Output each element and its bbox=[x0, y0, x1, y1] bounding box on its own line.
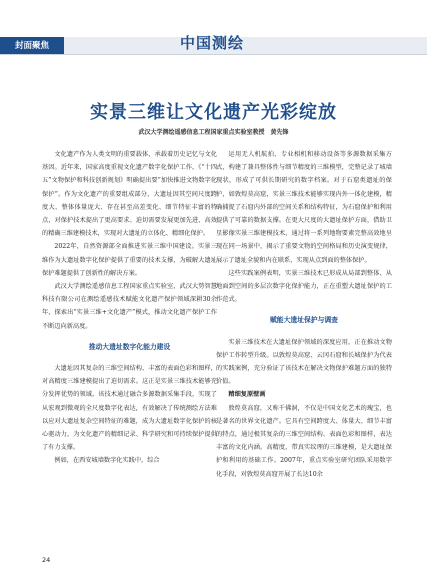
paragraph: 大遗址因其复杂的三维空间结构、丰富的表面色彩和图样，对高精度三维建模提出了迫切需求。这正是实景三维技术能够充分发挥优势的领域。该技术通过融合多源数据采集手段，实现了从宏观到微观的全尺度数字化表达，有效解决了传统测绘方法难以应对大遗址复杂空间特征的难题，成为大遗址数字化保护的核心驱动力，为文化遗产的精细记录、科学研究和可持续保护提供了有力支撑。 bbox=[42, 365, 217, 452]
magazine-logo: 中国测绘 bbox=[180, 34, 245, 52]
right-column bbox=[216, 148, 392, 481]
paragraph: 敦煌莫高窟，又称千佛洞，不仅是中国文化艺术的瑰宝，也是著名的世界文化遗产。它具有空间跨度大、体量大、细节丰富的特点，通过极其复杂的三维空间结构、表面色彩和图样，表达丰富的文化内涵。高精度、带真实纹理的三维建模，是大遗址保护和利用的基础工作。2007年，重点实验室研究团队采用数字化手段，对敦煌莫高窟开展了长达10余 bbox=[216, 404, 392, 478]
article-author: 武汉大学测绘遥感信息工程国家重点实验室教授 黄先锋 bbox=[138, 129, 289, 136]
paragraph: 例如，在西安城墙数字化实践中，综合 bbox=[54, 457, 160, 465]
paragraph: 2022年，自然资源部全面推进实景三维中国建设。实景三维作为大遗址数字化保护提供了重要的技术支撑，为破解大遗址保护难题提供了创新性的解决方案。 bbox=[42, 243, 217, 277]
section-heading: 精细复原壁画 bbox=[228, 391, 266, 399]
paragraph: 运用无人机航拍、专业相机和移动设备等多源数据采集方式，构建了兼具整体性与细节精度的三维模型，完整记录了城墙现状，形成了可供长期研究的数字档案。对于石窟类遗址的保护，如敦煌莫高窟，实景三维技术能够实现内外一体化建模，精确捕捉了石窟内外部的空间关系和结构特征，为石窟保护和利用提供了可靠的数据支撑。在更大尺度的大遗址保护方面，借助卫星影像实景三维建模技术，通过将一系列地物要素完整高效地呈现在同一场景中，揭示了重要文物的空间格局和历史演变规律，展示了遗址全貌和内在联系，实现从点到面的整体保护。 bbox=[216, 151, 392, 264]
paragraph: 这些实践案例表明，实景三维技术已形成从局部到整体、从地面到空间的多层次数字化保护能力，正在重塑大遗址保护的工作范式。 bbox=[216, 269, 392, 304]
left-column bbox=[42, 148, 217, 468]
section-tag: 封面聚焦 bbox=[0, 37, 64, 55]
section-heading: 赋能大遗址保护与调查 bbox=[270, 316, 338, 325]
section-heading: 推动大遗址数字化能力建设 bbox=[88, 342, 171, 351]
page-number: 24 bbox=[42, 556, 51, 564]
article-title: 实景三维让文化遗产光彩绽放 bbox=[90, 102, 337, 123]
paragraph: 文化遗产作为人类文明的重要载体，承载着历史记忆与文化基因。近年来，国家高度重视文化遗产数字化保护工作，《“十四五”文物保护和科技创新规划》明确提出要“加快推进文物数字化保护”。作为文化遗产的重要组成部分，大遗址因其空间尺度跨度大、整体体量庞大、存在甚至高差变化、细节特征丰富的特点，对保护技术提出了更高要求。迫切需要发展更加先进、高效的精确三维建模技术，实现对大遗址的立体化、精细化保护。 bbox=[42, 151, 217, 238]
paragraph: 武汉大学测绘遥感信息工程国家重点实验室、武汉大势智慧科技有限公司在测绘遥感技术赋能文化遗产保护领域深耕30余年，探索出“实景三维+文化遗产”模式，推动文化遗产保护工作不断迈向新高度。 bbox=[42, 283, 217, 330]
paragraph: 实景三维技术在大遗址保护领域的深度应用，正在推动文物保护工作转型升级。以敦煌莫高窟、云冈石窟和长城保护为代表的实践案例，充分验证了该技术在解决文物保护难题方面的独特价值。 bbox=[216, 338, 392, 386]
header-divider bbox=[0, 54, 427, 55]
